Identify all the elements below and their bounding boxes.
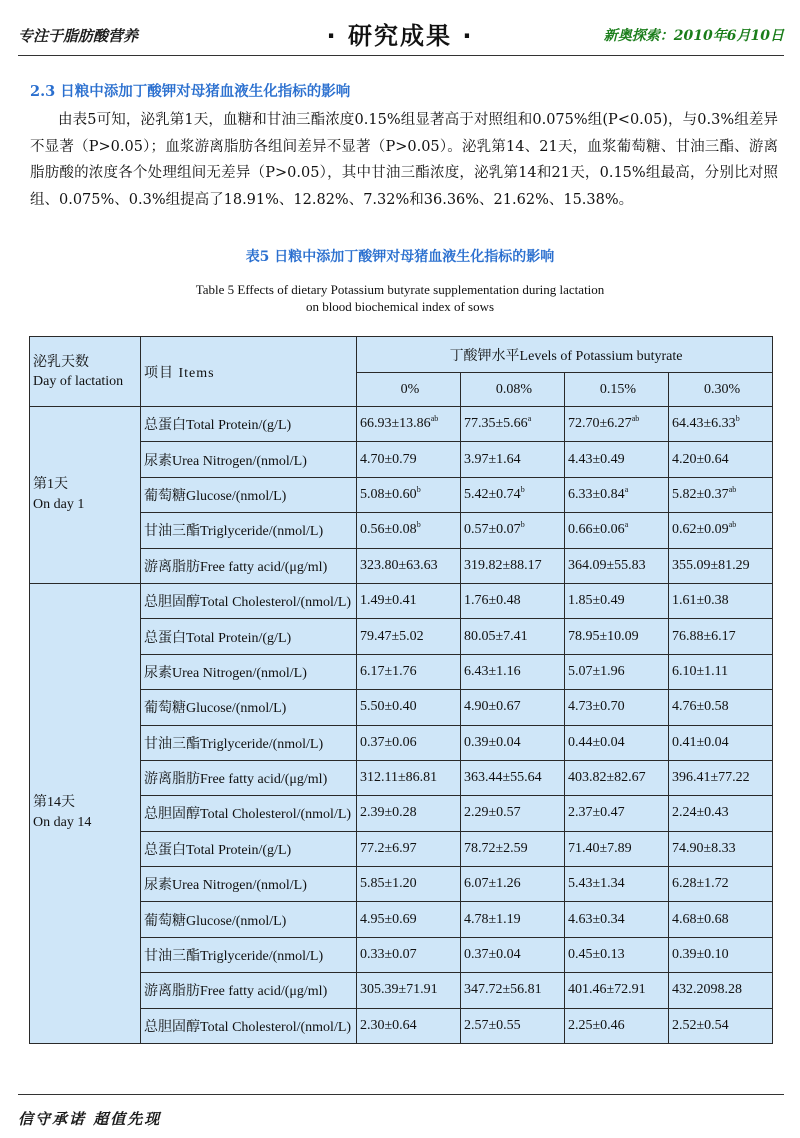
value-text: 6.07±1.26: [464, 876, 521, 892]
value-text: 363.44±55.64: [464, 770, 542, 786]
value-cell: [565, 548, 669, 583]
item-label: 总胆固醇Total Cholesterol/(nmol/L): [141, 1008, 357, 1043]
value-text: 4.70±0.79: [360, 451, 417, 467]
value-cell: [669, 760, 773, 795]
table-row: [30, 477, 773, 512]
value-text: 403.82±82.67: [568, 770, 646, 786]
value-cell: [357, 937, 461, 972]
value-cell: [357, 690, 461, 725]
table-caption-en-line1: Table 5 Effects of dietary Potassium butyrate supplementation during lactation: [195, 282, 605, 297]
value-cell: [565, 831, 669, 866]
value-cell: [357, 725, 461, 760]
value-cell: [565, 973, 669, 1008]
table-row: [30, 902, 773, 937]
value-cell: [357, 654, 461, 689]
value-cell: [461, 796, 565, 831]
value-cell: [669, 867, 773, 902]
value-cell: [669, 477, 773, 512]
item-label: 总蛋白Total Protein/(g/L): [141, 407, 357, 442]
value-text: 71.40±7.89: [568, 840, 632, 856]
item-label: 游离脂肪Free fatty acid/(μg/ml): [141, 548, 357, 583]
value-cell: [461, 583, 565, 618]
value-cell: [461, 725, 565, 760]
value-text: 77.35±5.66: [464, 416, 528, 432]
value-text: 2.57±0.55: [464, 1017, 521, 1033]
value-cell: [357, 477, 461, 512]
value-text: 2.29±0.57: [464, 805, 521, 821]
value-text: 6.10±1.11: [672, 663, 729, 679]
value-cell: [357, 831, 461, 866]
levels-column-header: 丁酸钾水平Levels of Potassium butyrate: [357, 337, 773, 373]
table-row: [30, 973, 773, 1008]
table-row: [30, 831, 773, 866]
significance-marker: ab: [631, 414, 640, 424]
significance-marker: b: [520, 484, 525, 494]
value-cell: [669, 831, 773, 866]
value-text: 5.43±1.34: [568, 876, 625, 892]
table-row: [30, 407, 773, 442]
item-label: 尿素Urea Nitrogen/(nmol/L): [141, 867, 357, 902]
value-text: 5.82±0.37: [672, 486, 729, 502]
value-cell: [357, 973, 461, 1008]
table-row: [30, 583, 773, 618]
value-cell: [565, 442, 669, 477]
value-text: 1.76±0.48: [464, 593, 521, 609]
value-cell: [669, 796, 773, 831]
value-text: 2.37±0.47: [568, 805, 625, 821]
value-text: 2.25±0.46: [568, 1017, 625, 1033]
item-label: 甘油三酯Triglyceride/(nmol/L): [141, 513, 357, 548]
value-cell: [565, 654, 669, 689]
table-row: [30, 442, 773, 477]
value-text: 4.68±0.68: [672, 911, 729, 927]
value-cell: [669, 407, 773, 442]
value-text: 5.08±0.60: [360, 486, 417, 502]
value-text: 6.33±0.84: [568, 486, 625, 502]
day-label-en: On day 1: [33, 496, 85, 512]
value-text: 6.17±1.76: [360, 663, 417, 679]
value-cell: [357, 619, 461, 654]
value-cell: [357, 583, 461, 618]
value-text: 0.57±0.07: [464, 522, 521, 538]
value-text: 5.85±1.20: [360, 876, 417, 892]
value-text: 78.72±2.59: [464, 840, 528, 856]
table-body: [30, 407, 773, 1044]
value-text: 0.39±0.04: [464, 734, 521, 750]
header-section-title: · 研究成果 ·: [326, 22, 474, 50]
day-header-cn: 泌乳天数: [33, 354, 89, 370]
value-text: 4.63±0.34: [568, 911, 625, 927]
value-text: 5.07±1.96: [568, 663, 625, 679]
value-cell: [669, 442, 773, 477]
value-text: 0.62±0.09: [672, 522, 729, 538]
value-cell: [461, 973, 565, 1008]
value-cell: [565, 583, 669, 618]
significance-marker: a: [624, 520, 629, 530]
value-cell: [357, 407, 461, 442]
value-text: 4.20±0.64: [672, 451, 729, 467]
value-cell: [357, 796, 461, 831]
item-label: 葡萄糖Glucose/(nmol/L): [141, 477, 357, 512]
value-cell: [461, 548, 565, 583]
value-cell: [669, 690, 773, 725]
table-row: [30, 1008, 773, 1043]
value-cell: [565, 867, 669, 902]
value-cell: [669, 973, 773, 1008]
value-text: 0.44±0.04: [568, 734, 625, 750]
header-divider: [18, 55, 784, 56]
value-text: 4.78±1.19: [464, 911, 521, 927]
items-column-header: 项目 Items: [141, 337, 357, 407]
value-cell: [357, 902, 461, 937]
value-text: 0.37±0.04: [464, 947, 521, 963]
page-header: [0, 0, 800, 62]
table-row: [30, 513, 773, 548]
value-cell: [461, 442, 565, 477]
value-cell: [461, 760, 565, 795]
value-text: 1.49±0.41: [360, 593, 417, 609]
value-cell: [565, 725, 669, 760]
value-cell: [357, 513, 461, 548]
value-cell: [669, 1008, 773, 1043]
item-label: 游离脂肪Free fatty acid/(μg/ml): [141, 973, 357, 1008]
value-text: 4.73±0.70: [568, 699, 625, 715]
value-cell: [461, 407, 565, 442]
value-cell: [565, 1008, 669, 1043]
body-paragraph: 由表5可知，泌乳第1天，血糖和甘油三酯浓度0.15%组显著高于对照组和0.075%组(P<0.05)，与0.3%组差异不显著（P>0.05）；血浆游离脂肪各组间差异不显著（P>0.05）。泌乳第14、21天，血浆葡萄糖、甘油三酯、游离脂肪酸的浓度各个处理组间无差异（P>0.05），其中甘油三酯浓度，泌乳第14和21天，0.15%组最高，分别比对照组、0.075%、0.3%组提高了18.91%、12.82%、7.32%和36.36%、21.62%、15.38%。: [30, 112, 778, 208]
value-cell: [461, 867, 565, 902]
significance-marker: b: [520, 520, 525, 530]
table-row: [30, 796, 773, 831]
value-text: 2.30±0.64: [360, 1017, 417, 1033]
day-group-cell: [30, 583, 141, 1043]
value-text: 305.39±71.91: [360, 982, 438, 998]
item-label: 总蛋白Total Protein/(g/L): [141, 831, 357, 866]
value-cell: [669, 902, 773, 937]
item-label: 甘油三酯Triglyceride/(nmol/L): [141, 725, 357, 760]
section-heading: 2.3 日粮中添加丁酸钾对母猪血液生化指标的影响: [30, 83, 351, 100]
value-text: 0.56±0.08: [360, 522, 417, 538]
significance-marker: b: [416, 484, 421, 494]
level-header: 0.15%: [565, 373, 669, 407]
day-label-cn: 第1天: [33, 476, 68, 492]
value-text: 79.47±5.02: [360, 628, 424, 644]
value-text: 5.42±0.74: [464, 486, 521, 502]
significance-marker: ab: [728, 484, 737, 494]
value-text: 2.52±0.54: [672, 1017, 729, 1033]
table-row: [30, 548, 773, 583]
value-text: 1.85±0.49: [568, 593, 625, 609]
value-cell: [669, 937, 773, 972]
value-text: 396.41±77.22: [672, 770, 750, 786]
significance-marker: a: [624, 484, 629, 494]
value-text: 323.80±63.63: [360, 557, 438, 573]
value-cell: [565, 513, 669, 548]
table-row: [30, 725, 773, 760]
table-caption-en: [0, 281, 800, 315]
value-cell: [669, 548, 773, 583]
day-column-header: [30, 337, 141, 407]
item-label: 游离脂肪Free fatty acid/(μg/ml): [141, 760, 357, 795]
value-cell: [669, 619, 773, 654]
day-label-en: On day 14: [33, 815, 92, 831]
value-cell: [357, 1008, 461, 1043]
value-text: 0.45±0.13: [568, 947, 625, 963]
value-text: 66.93±13.86: [360, 416, 431, 432]
value-cell: [565, 902, 669, 937]
table-caption-cn: 表5 日粮中添加丁酸钾对母猪血液生化指标的影响: [245, 249, 555, 265]
table-row: [30, 690, 773, 725]
value-cell: [565, 690, 669, 725]
footer-divider: [18, 1094, 784, 1095]
item-label: 总蛋白Total Protein/(g/L): [141, 619, 357, 654]
value-text: 355.09±81.29: [672, 557, 750, 573]
value-text: 80.05±7.41: [464, 628, 528, 644]
level-header: 0%: [357, 373, 461, 407]
value-cell: [357, 867, 461, 902]
value-cell: [565, 796, 669, 831]
value-cell: [461, 937, 565, 972]
value-text: 0.41±0.04: [672, 734, 729, 750]
value-text: 4.90±0.67: [464, 699, 521, 715]
value-cell: [565, 937, 669, 972]
value-cell: [461, 1008, 565, 1043]
value-text: 2.24±0.43: [672, 805, 729, 821]
header-date: 新奥探索：2010年6月10日: [603, 28, 784, 44]
value-text: 4.43±0.49: [568, 451, 625, 467]
value-text: 1.61±0.38: [672, 593, 729, 609]
level-header: 0.08%: [461, 373, 565, 407]
item-label: 葡萄糖Glucose/(nmol/L): [141, 690, 357, 725]
table-row: [30, 654, 773, 689]
significance-marker: b: [735, 414, 740, 424]
value-text: 401.46±72.91: [568, 982, 646, 998]
table-row: [30, 867, 773, 902]
value-text: 3.97±1.64: [464, 451, 521, 467]
value-cell: [669, 725, 773, 760]
value-cell: [669, 654, 773, 689]
value-text: 364.09±55.83: [568, 557, 646, 573]
value-text: 6.43±1.16: [464, 663, 521, 679]
value-cell: [357, 548, 461, 583]
value-text: 76.88±6.17: [672, 628, 736, 644]
value-text: 347.72±56.81: [464, 982, 542, 998]
item-label: 总胆固醇Total Cholesterol/(nmol/L): [141, 796, 357, 831]
day-label-cn: 第14天: [33, 795, 75, 811]
value-text: 4.95±0.69: [360, 911, 417, 927]
significance-marker: ab: [728, 520, 737, 530]
day-header-en: Day of lactation: [33, 373, 124, 389]
day-group-cell: [30, 407, 141, 584]
value-cell: [565, 407, 669, 442]
item-label: 葡萄糖Glucose/(nmol/L): [141, 902, 357, 937]
value-cell: [669, 583, 773, 618]
biochem-table: [29, 336, 773, 1044]
value-text: 4.76±0.58: [672, 699, 729, 715]
header-slogan: 专注于脂肪酸营养: [18, 27, 139, 45]
value-text: 0.39±0.10: [672, 947, 729, 963]
value-cell: [565, 760, 669, 795]
value-text: 312.11±86.81: [360, 770, 438, 786]
significance-marker: b: [416, 520, 421, 530]
value-text: 72.70±6.27: [568, 416, 632, 432]
value-cell: [461, 902, 565, 937]
significance-marker: ab: [430, 414, 439, 424]
value-cell: [357, 442, 461, 477]
value-cell: [565, 477, 669, 512]
table-caption-en-line2: on blood biochemical index of sows: [305, 299, 495, 314]
table-row: [30, 619, 773, 654]
value-text: 78.95±10.09: [568, 628, 639, 644]
value-cell: [461, 690, 565, 725]
item-label: 甘油三酯Triglyceride/(nmol/L): [141, 937, 357, 972]
value-text: 5.50±0.40: [360, 699, 417, 715]
value-cell: [461, 477, 565, 512]
item-label: 总胆固醇Total Cholesterol/(nmol/L): [141, 583, 357, 618]
value-text: 64.43±6.33: [672, 416, 736, 432]
value-cell: [461, 513, 565, 548]
value-text: 74.90±8.33: [672, 840, 736, 856]
value-cell: [461, 619, 565, 654]
level-header: 0.30%: [669, 373, 773, 407]
footer-slogan: 信守承诺 超值先现: [18, 1110, 162, 1128]
value-cell: [461, 831, 565, 866]
value-cell: [461, 654, 565, 689]
table-row: [30, 937, 773, 972]
value-text: 432.2098.28: [672, 982, 742, 998]
value-cell: [669, 513, 773, 548]
value-text: 0.37±0.06: [360, 734, 417, 750]
value-text: 0.33±0.07: [360, 947, 417, 963]
value-text: 0.66±0.06: [568, 522, 625, 538]
table-row: [30, 760, 773, 795]
value-text: 6.28±1.72: [672, 876, 729, 892]
value-text: 2.39±0.28: [360, 805, 417, 821]
item-label: 尿素Urea Nitrogen/(nmol/L): [141, 442, 357, 477]
value-text: 319.82±88.17: [464, 557, 542, 573]
value-text: 77.2±6.97: [360, 840, 417, 856]
value-cell: [565, 619, 669, 654]
value-cell: [357, 760, 461, 795]
significance-marker: a: [527, 414, 532, 424]
item-label: 尿素Urea Nitrogen/(nmol/L): [141, 654, 357, 689]
